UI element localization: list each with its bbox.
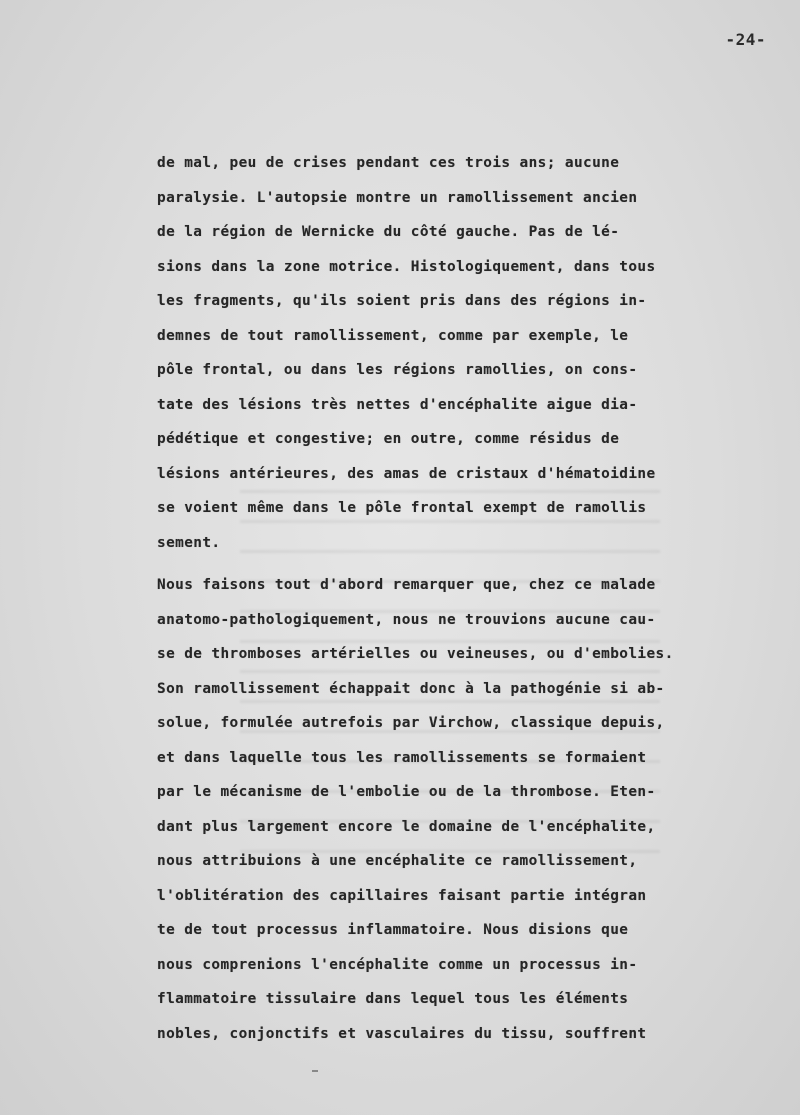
text-line: demnes de tout ramollissement, comme par exemple, le — [157, 327, 629, 344]
text-line: nous comprenions l'encéphalite comme un processus in- — [157, 956, 638, 973]
text-line: de la région de Wernicke du côté gauche. Pas de lé- — [157, 224, 620, 240]
paragraph-2 — [157, 568, 787, 1051]
text-line: paralysie. L'autopsie montre un ramollissement ancien — [157, 189, 638, 206]
text-line: anatomo-pathologiquement, nous ne trouvions aucune cau- — [157, 611, 656, 628]
text-line: l'oblitération des capillaires faisant partie intégran — [157, 887, 647, 904]
text-line: te de tout processus inflammatoire. Nous disions que — [157, 922, 629, 938]
text-line: et dans laquelle tous les ramollissements se formaient — [157, 749, 647, 766]
body-text — [157, 146, 787, 1051]
text-line: Son ramollissement échappait donc à la pathogénie si ab- — [157, 680, 665, 697]
text-line: tate des lésions très nettes d'encéphalite aigue dia- — [157, 396, 638, 413]
text-line: sement. — [157, 534, 221, 551]
text-line: les fragments, qu'ils soient pris dans des régions in- — [157, 293, 647, 309]
text-line: nous attribuions à une encéphalite ce ramollissement, — [157, 853, 638, 869]
text-line: de mal, peu de crises pendant ces trois ans; aucune — [157, 155, 620, 171]
text-line: se voient même dans le pôle frontal exempt de ramollis — [157, 500, 647, 516]
text-line: solue, formulée autrefois par Virchow, classique depuis, — [157, 715, 665, 731]
text-line: dant plus largement encore le domaine de l'encéphalite, — [157, 818, 656, 835]
text-line: se de thromboses artérielles ou veineuses, ou d'embolies. — [157, 646, 674, 662]
text-line: flammatoire tissulaire dans lequel tous les éléments — [157, 991, 629, 1007]
text-line: Nous faisons tout d'abord remarquer que, chez ce malade — [157, 577, 656, 593]
text-line: sions dans la zone motrice. Histologiquement, dans tous — [157, 258, 656, 275]
text-line: par le mécanisme de l'embolie ou de la thrombose. Eten- — [157, 784, 656, 800]
paragraph-1 — [157, 146, 787, 560]
page-number: -24- — [725, 30, 766, 49]
text-line: pédétique et congestive; en outre, comme résidus de — [157, 431, 620, 447]
text-line: nobles, conjonctifs et vasculaires du tissu, souffrent — [157, 1025, 647, 1042]
stray-mark — [312, 1070, 318, 1072]
text-line: pôle frontal, ou dans les régions ramollies, on cons- — [157, 362, 638, 378]
text-line: lésions antérieures, des amas de cristaux d'hématoidine — [157, 465, 656, 482]
